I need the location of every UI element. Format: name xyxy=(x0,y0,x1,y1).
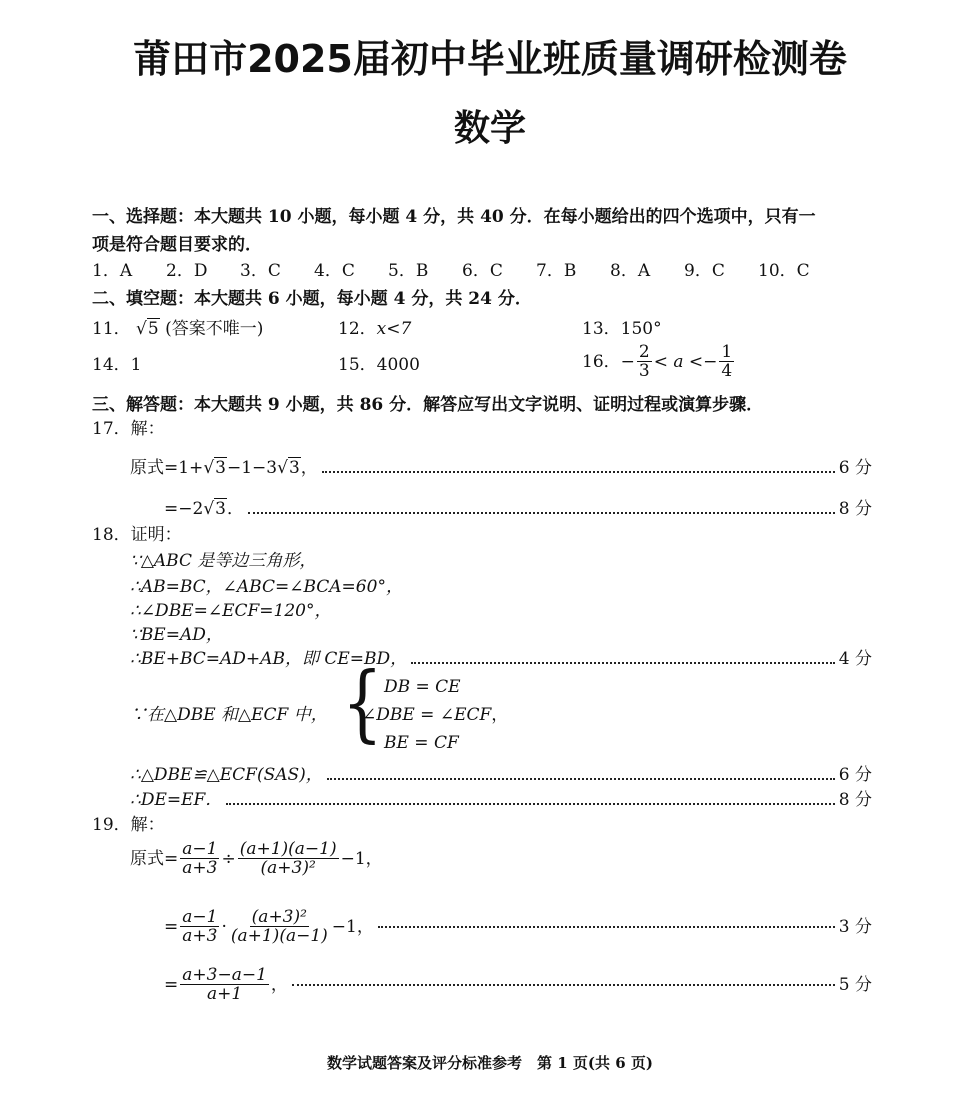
answer-5: 5．B xyxy=(388,261,429,281)
q19-s3-fraction xyxy=(180,966,269,1003)
q17-rad-2: 3 xyxy=(288,458,300,478)
section1-heading-line1: 一、选择题：本大题共 10 小题，每小题 4 分，共 40 分．在每小题给出的四个选项中，只有一 xyxy=(92,207,816,227)
q11-note: (答案不唯一) xyxy=(165,319,264,339)
fill-q11 xyxy=(92,318,263,340)
q19-s2-end: −1， xyxy=(331,916,374,937)
fill-q16 xyxy=(582,343,736,380)
sqrt-symbol: √3 xyxy=(277,458,300,478)
answer-3: 3．C xyxy=(240,261,281,281)
q12-answer: x<7 xyxy=(376,319,412,339)
q19-step2-pre: = xyxy=(164,916,179,937)
fill-q15: 15．4000 xyxy=(338,355,420,375)
q19-step3-pre: = xyxy=(164,974,179,995)
sqrt-symbol: √5 xyxy=(136,319,159,339)
q19-score-1: 3 分 xyxy=(838,916,872,937)
leader-dots xyxy=(226,803,834,805)
q19-s2-f2-num: (a+3)² xyxy=(251,907,307,927)
q18-line7-text: ∴△DBE≌△ECF(SAS)， xyxy=(130,765,323,785)
q18-system-2-text: ∠DBE = ∠ECF xyxy=(362,705,492,725)
q19-s3-f-num: a+3−a−1 xyxy=(182,965,267,985)
q18-score-2: 6 分 xyxy=(838,765,872,785)
choice-answers xyxy=(92,260,828,282)
q16-f2-den: 4 xyxy=(721,361,733,381)
q19-s3-end: ， xyxy=(270,974,288,995)
fill-q14: 14．1 xyxy=(92,355,142,375)
leader-dots xyxy=(322,471,835,473)
q19-step-1 xyxy=(130,840,383,877)
sqrt-symbol: √3 xyxy=(203,458,226,478)
leader-dots xyxy=(292,984,835,986)
q19-step-3 xyxy=(164,966,872,1003)
answer-7: 7．B xyxy=(536,261,577,281)
q19-s1-f1-num: a−1 xyxy=(182,839,218,859)
q17-step1-mid: −1−3 xyxy=(226,458,278,478)
q19-s2-fraction-2 xyxy=(229,908,330,945)
q19-step1-pre: 原式= xyxy=(130,848,179,869)
q19-s1-end: −1， xyxy=(340,848,383,869)
q16-fraction-2 xyxy=(719,343,734,380)
q16-fraction-1 xyxy=(637,343,652,380)
q19-s2-f1-num: a−1 xyxy=(182,907,218,927)
leader-dots xyxy=(248,512,835,514)
section1-heading-line2: 项是符合题目要求的． xyxy=(92,235,262,255)
q18-brace: { xyxy=(342,655,383,753)
q18-line-5 xyxy=(130,648,872,670)
section2-heading: 二、填空题：本大题共 6 小题，每小题 4 分，共 24 分． xyxy=(92,289,532,309)
q19-s1-f1-den: a+3 xyxy=(182,858,218,878)
q18-system-2 xyxy=(362,704,508,726)
q19-s2-op: · xyxy=(221,916,227,937)
fill-q12 xyxy=(338,318,411,340)
answer-2: 2．D xyxy=(166,261,208,281)
q17-score-1: 6 分 xyxy=(838,458,872,478)
q19-s2-fraction-1 xyxy=(180,908,219,945)
q11-radicand: 5 xyxy=(147,319,159,339)
q19-s1-op: ÷ xyxy=(221,848,236,869)
q19-s1-fraction-1 xyxy=(180,840,219,877)
q18-score-1: 4 分 xyxy=(838,649,872,669)
answer-9: 9．C xyxy=(684,261,725,281)
page-footer: 数学试题答案及评分标准参考 第 1 页(共 6 页) xyxy=(327,1054,653,1072)
q19-score-2: 5 分 xyxy=(838,974,872,995)
q16-middle: < a <− xyxy=(653,351,718,372)
q18-line-4: ∵BE=AD， xyxy=(130,625,223,645)
q16-minus: − xyxy=(620,351,635,372)
q16-number: 16． xyxy=(582,351,621,372)
q19-s3-f-den: a+1 xyxy=(206,984,243,1004)
q19-s2-f1-den: a+3 xyxy=(182,926,218,946)
page-title: 莆田市2025届初中毕业班质量调研检测卷 xyxy=(133,37,847,81)
q18-label: 18．证明： xyxy=(92,525,182,545)
answer-10: 10．C xyxy=(758,261,810,281)
answer-1: 1．A xyxy=(92,261,133,281)
q19-step-2 xyxy=(164,908,872,945)
q12-number: 12． xyxy=(338,319,377,339)
q18-score-3: 8 分 xyxy=(838,790,872,810)
fill-q13: 13．150° xyxy=(582,319,662,339)
subject-title: 数学 xyxy=(453,108,526,149)
q16-f1-num: 2 xyxy=(638,342,650,362)
q16-f2-num: 1 xyxy=(721,342,733,362)
q16-f1-den: 3 xyxy=(638,361,650,381)
leader-dots xyxy=(327,778,835,780)
q19-label: 19．解： xyxy=(92,815,165,835)
q18-system-2-end: ， xyxy=(491,705,509,725)
sqrt-symbol: √3 xyxy=(203,499,226,519)
q17-step1-pre: 原式=1+ xyxy=(130,458,204,478)
q17-step1-end: ， xyxy=(300,458,318,478)
answer-6: 6．C xyxy=(462,261,503,281)
q18-system-3: BE = CF xyxy=(384,733,459,753)
q17-rad-3: 3 xyxy=(215,499,226,519)
q17-score-2: 8 分 xyxy=(838,499,872,519)
q19-s2-f2-den: (a+1)(a−1) xyxy=(230,926,328,946)
q19-s1-fraction-2 xyxy=(238,840,339,877)
q18-line-8 xyxy=(130,789,872,811)
q17-step2-pre: =−2 xyxy=(164,499,204,519)
leader-dots xyxy=(411,662,835,664)
q19-s1-f2-den: (a+3)² xyxy=(260,858,316,878)
q18-line-1: ∵△ABC 是等边三角形， xyxy=(130,551,317,571)
q17-step-1 xyxy=(130,457,872,479)
q17-rad-1: 3 xyxy=(215,458,226,478)
q18-line-2: ∴AB=BC，∠ABC=∠BCA=60°， xyxy=(130,577,403,597)
section3-heading: 三、解答题：本大题共 9 小题，共 86 分．解答应写出文字说明、证明过程或演算步骤． xyxy=(92,395,764,415)
answer-4: 4．C xyxy=(314,261,355,281)
leader-dots xyxy=(378,926,835,928)
q17-step2-end: ． xyxy=(226,499,244,519)
q18-line-7 xyxy=(130,764,872,786)
q18-line8-text: ∴DE=EF． xyxy=(130,790,223,810)
answer-8: 8．A xyxy=(610,261,651,281)
q11-number: 11． xyxy=(92,319,131,339)
q18-line-3: ∴∠DBE=∠ECF=120°， xyxy=(130,601,332,621)
q17-step-2 xyxy=(164,498,872,520)
q17-label: 17．解： xyxy=(92,419,165,439)
q18-system-1: DB = CE xyxy=(384,677,461,697)
q18-line5-text: ∴BE+BC=AD+AB，即 CE=BD， xyxy=(130,649,408,669)
q19-s1-f2-num: (a+1)(a−1) xyxy=(239,839,337,859)
q18-line-6: ∵在△DBE 和△ECF 中， xyxy=(130,705,328,725)
